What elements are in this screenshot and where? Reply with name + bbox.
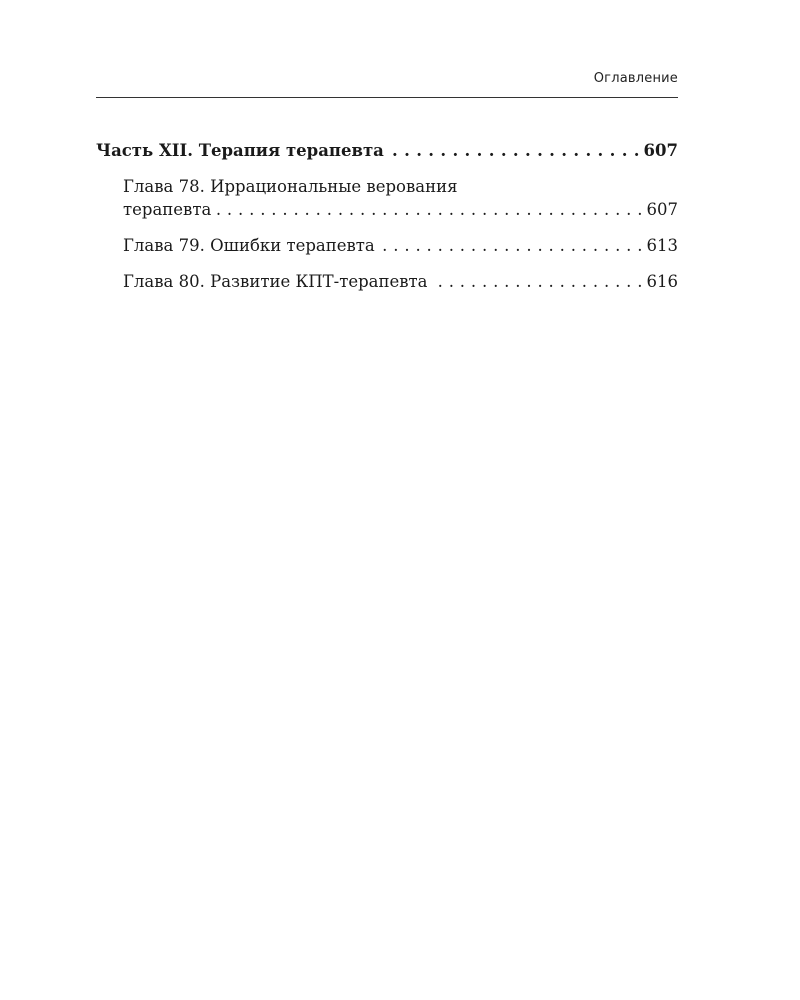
header-rule [96,97,678,98]
dot-leader [215,198,642,221]
toc-chapter-entry[interactable] [96,175,678,221]
toc-page-number: 613 [646,236,678,255]
running-head: Оглавление [593,71,678,86]
toc-part-entry[interactable] [96,139,678,162]
toc-chapter-entry[interactable] [96,234,678,257]
toc-chapter-title: Глава 78. Иррациональные верования [123,177,458,196]
toc-chapter-title: Глава 79. Ошибки терапевта [123,236,375,255]
dot-leader [388,139,640,162]
toc-page-number: 607 [646,200,678,219]
dot-leader [432,270,643,293]
toc-part-title: Часть XII. Терапия терапевта [96,141,384,160]
toc-page-number: 616 [646,272,678,291]
toc-chapter-title-continued: терапевта [123,200,212,219]
table-of-contents [96,139,678,306]
dot-leader [379,234,643,257]
toc-chapter-title: Глава 80. Развитие КПТ-терапевта [123,272,428,291]
toc-chapter-entry[interactable] [96,270,678,293]
toc-page-number: 607 [643,141,678,160]
